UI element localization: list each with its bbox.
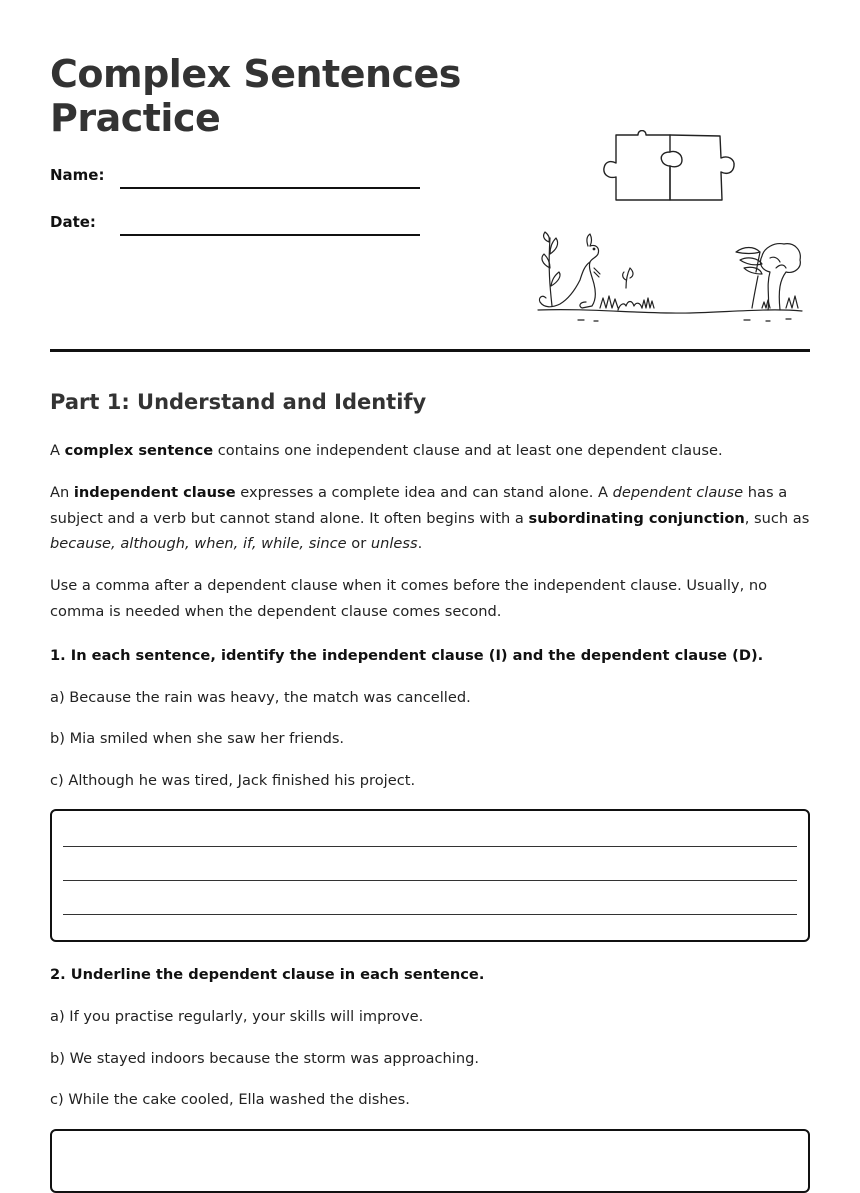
p2-term-dependent-clause: dependent clause (612, 484, 744, 501)
p2-term-independent-clause: independent clause (73, 484, 236, 501)
page-title (50, 52, 461, 140)
title-line-2: Practice (50, 96, 221, 140)
name-label: Name: (50, 166, 105, 184)
answer-line[interactable] (63, 914, 797, 915)
date-field[interactable] (120, 234, 420, 236)
name-field[interactable] (120, 187, 420, 189)
answer-line[interactable] (63, 880, 797, 881)
question-1-answer-box[interactable] (50, 809, 810, 942)
kangaroo-landscape-illustration (530, 228, 810, 328)
p2-text-g: , such as (744, 509, 810, 527)
p1-text-c: contains one independent clause and at least one dependent clause. (213, 442, 723, 459)
p2-text-i: or (346, 535, 371, 552)
comma-rule-paragraph: Use a comma after a dependent clause when it comes before the independent clause. Usually, no comma is needed when the dependent clause comes second. (50, 577, 768, 620)
question-2-prompt: 2. Underline the dependent clause in each sentence. (50, 966, 485, 983)
part1-heading: Part 1: Understand and Identify (50, 390, 427, 414)
question-1-item-b: b) Mia smiled when she saw her friends. (50, 730, 345, 747)
question-2-answer-box[interactable] (50, 1129, 810, 1193)
question-1-item-a: a) Because the rain was heavy, the match was cancelled. (50, 689, 471, 706)
definition-paragraph-1 (50, 438, 815, 464)
p2-text-a: An (50, 484, 74, 501)
question-2-item-a: a) If you practise regularly, your skills will improve. (50, 1008, 424, 1025)
p2-term-subordinating-conjunction: subordinating conjunction (528, 509, 745, 527)
p1-term-complex-sentence: complex sentence (64, 442, 214, 459)
question-2-item-b: b) We stayed indoors because the storm was approaching. (50, 1050, 479, 1067)
question-1-prompt: 1. In each sentence, identify the independent clause (I) and the dependent clause (D). (50, 647, 764, 664)
definition-paragraph-2 (50, 480, 815, 557)
p1-text-a: A (50, 442, 65, 459)
p2-text-k: . (417, 535, 423, 552)
header-divider (50, 349, 810, 352)
date-label: Date: (50, 213, 96, 231)
p2-conjunction-list: because, although, when, if, while, since (50, 535, 347, 552)
puzzle-pieces-icon (600, 130, 740, 206)
p2-conjunction-unless: unless (370, 535, 418, 552)
title-line-1: Complex Sentences (50, 52, 461, 96)
answer-line[interactable] (63, 846, 797, 847)
question-1-item-c: c) Although he was tired, Jack finished his project. (50, 772, 416, 789)
p2-text-e: has a subject and a verb but cannot stand alone. It often begins with a (50, 484, 788, 527)
p2-text-c: expresses a complete idea and can stand alone. A (235, 484, 613, 501)
question-2-item-c: c) While the cake cooled, Ella washed the dishes. (50, 1091, 410, 1108)
